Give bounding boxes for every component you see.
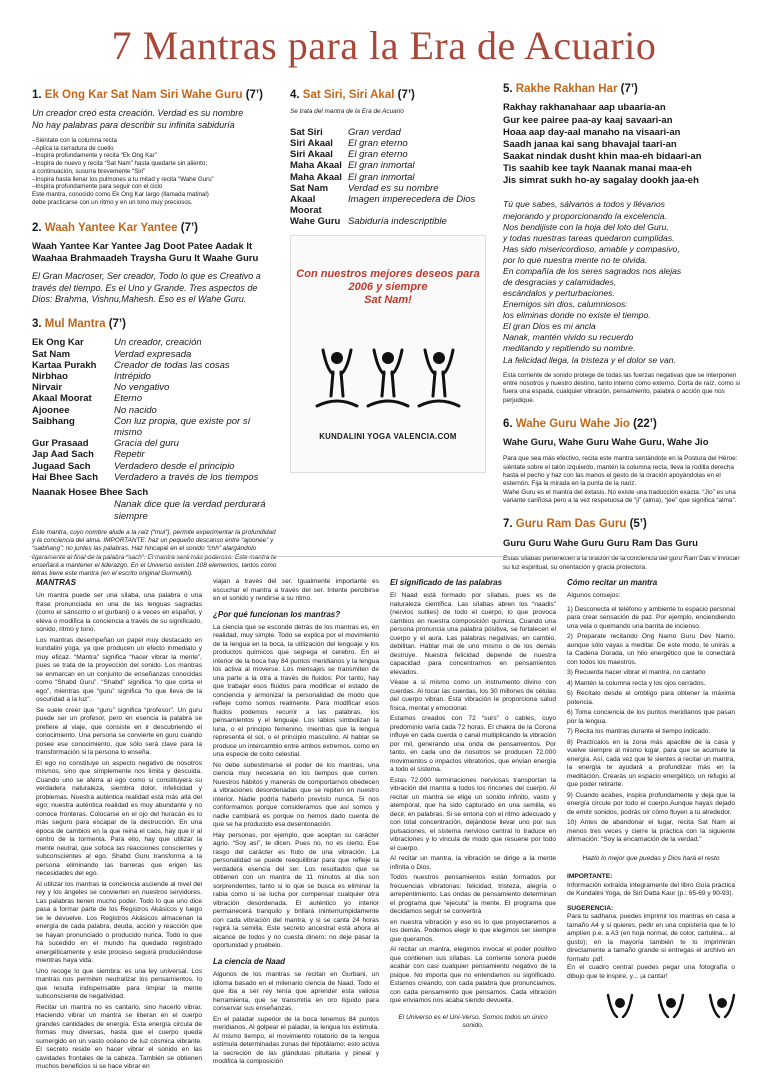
mantra-word: Akaal Moorat — [290, 193, 322, 217]
section-heading-how: Cómo recitar un mantra — [567, 578, 658, 587]
mantra-line: Saakat nindak dusht khin maa-eh bidaari-an — [503, 151, 702, 162]
mantra-meaning: Gracia del guru — [114, 438, 179, 450]
mantra-row — [290, 160, 475, 171]
meditating-figures-logo — [313, 344, 463, 424]
paragraph: La ciencia que se esconde detrás de los mantras es, en realidad, muy simple. Todo se explica por el movimiento de la lengua en la boca, la utilización del lenguaje y los productos químicos que segrega el cerebro. En el interior de la boca hay 84 puntos meridianos y la lengua los activa al moverse. Los mensajes se transmiten de una parte a la otra a través de fluidos: Por tanto, hay que trabajar esos fluidos para modificar el estado de conciencia y armonizar la personalidad de modo que refleje como somos realmente. Para modificar esos fluidos podemos recurrir a las palabras, los pensamientos y el lenguaje. Los labios simbolizan la luna, o el principio femenino, mientras que la lengua representa el sol, o el principio masculino. Al hablar se produce un intercambio entre ambos extremos, como en una especie de coito celestial. — [213, 623, 379, 759]
step-line: –Siéntate con la columna recta — [32, 136, 117, 144]
mantra-line: Hoaa aap day-aal manaho na visaari-an — [503, 126, 681, 138]
mantra-meaning: Verdadero desde el principio — [114, 460, 235, 472]
section-heading-why: ¿Por qué funcionan los mantras? — [213, 609, 341, 619]
mantra-meaning: Verdad es su nombre — [348, 182, 439, 194]
column-center — [290, 88, 486, 232]
mantra-line: Saadh janaa kai sang bhavajal taari-an — [503, 138, 677, 150]
greeting-text: Con nuestros mejores deseos para 2006 y siempre Sat Nam! — [296, 268, 480, 306]
paragraph: El ego no constituye un aspecto negativo de nosotros mismos, sino que simplemente nos limita y descuida. Cuando uno se aferra al ego como si constituyera su verdadera naturaleza, siembra dolor, infelicidad y problemas. Nuestra auténtica realidad está más allá del ego; nuestra auténtica realidad es muy abundante y no conoce fronteras. Colocarse en el ojo del huracán es lo más seguro para escapar de la destrucción. En una época de cambios en la que reina el caos, hay que ir al centro de la tormenta. Para ello, hay que utilizar la mente neutral, que sofoca las reacciones conscientes y subconscientes al ego. Shabd Guru transforma a la persona eliminando las barreras que erigen las necesidades del ego. — [36, 759, 202, 878]
paragraph: Estamos creados con 72 “surs” o cables, cuyo predominio varía cada 72 horas. El chakra de la Corona influye en cada cuerda o canal multiplicando la vibración por mil, generando una onda de pensamientos. Por tanto, en cada uno de nosotros se producen 72.000 movimientos o impactos vibratorios, que envían energía a todo el sistema. — [390, 715, 556, 774]
section-heading-mantras: MANTRAS — [36, 578, 76, 587]
mantra-3-last-word: Naanak Hosee Bhee Sach — [32, 487, 149, 499]
mantra-7-name: Guru Ram Das Guru — [515, 518, 627, 531]
mantra-6-note: Para que sea más efectivo, recita este mantra sentándote en la Postura del Héroe: siéntate sobre el talón izquierdo, mantén la columna recta, lleva la rodilla derecha hasta el pecho y haz con las manos el gesto de la oración apoyándolas en el esternón. Fija la mirada en la punta de la nariz. Wahe Guru es el mantra del éxtasis. No existe una traducción exacta. “Jio” es una variante cariñosa pero a la vez respetuosa de “ji” (alma), “jee” que significa “alma”. — [503, 455, 738, 504]
universe-quote: El Universo es el Uni-Verso. Somos todos un único sonido. — [398, 1013, 548, 1030]
mantra-row — [32, 449, 278, 460]
mantra-1-steps — [32, 137, 278, 207]
paragraph: Se suele creer que “guru” significa “profesor”. Un guru puede ser un profesor, pero en esencia la palabra se prefiere al viaje, que consiste en ir descubriendo el conocimiento. Una persona se convierte en guru cuando posee ese conocimiento, que sólo será clave para la transformación si la persona lo enseña. — [36, 706, 202, 757]
mantra-word: Ajoonee — [32, 404, 70, 416]
mantra-6-heading: 6. Wahe Guru Wahe Jio (22’) — [503, 417, 657, 430]
mantra-4-heading: 4. Sat Siri, Siri Akal (7’) — [290, 89, 415, 101]
paragraph: Recitar un mantra no es cantarlo, sino hacerlo vibrar. Haciendo vibrar un mantra se liberan en el cuerpo grandes cantidades de energía. Esta energía circula de formas muy diversas, hasta que el cuerpo queda sumergido en un vasto océano de luz cósmica vibrante. El secreto reside en hacer vibrar el sonido en las cavidades frontales de la cabeza. También se obtienen muchos beneficios si se hace vibrar en — [36, 1003, 202, 1071]
paragraph: Al recitar un mantra, la vibración se dirige a la mente infinita o Dios. — [390, 855, 556, 871]
mantra-meaning: Imagen imperecedera de Dios — [348, 193, 476, 205]
mantra-row — [32, 461, 278, 472]
mantra-row — [32, 371, 278, 382]
mantra-2-lines: Waah Yantee Kar Yantee Jag Doot Patee Aadak It Waahaa Brahmaadeh Traysha Guru It Waahe Guru — [32, 241, 259, 265]
paragraph: El Naad está formado por sílabas, pues es de naturaleza científica. Las sílabas abren los “naadis” (nervios sutiles) de todo el cuerpo, lo que provoca cambios en nuestra composición química. Cuando una persona pronuncia una palabra positiva, se fortalecen el cuerpo y el aura. Las palabras negativas, en cambio, debilitan. Hablar mal de uno mismo o de los demás destruye. Nuestra felicidad depende de nuestra capacidad para concentrarnos en pensamientos elevados. — [390, 592, 556, 676]
mantra-row — [290, 183, 475, 194]
step-line: –Aplica la cerradura de cuello — [32, 144, 114, 152]
brand-name: KUNDALINI YOGA VALENCIA.COM — [319, 432, 457, 441]
mantra-row — [32, 416, 278, 438]
mantra-row — [290, 138, 475, 149]
section-heading-meaning: El significado de las palabras — [390, 578, 503, 587]
mantra-3-table — [32, 337, 278, 483]
mantra-1-intro: Un creador creó esta creación. Verdad es su nombre No hay palabras para describir su infinita sabiduría — [32, 108, 244, 130]
paragraph: Todos nuestros pensamientos están formados por frecuencias vibratorias: felicidad, tristeza, alegría o arrepentimiento. Las ondas de pensamiento determinan el programa que “ejecuta” la mente. El programa que decidamos seguir se convertirá — [390, 874, 556, 916]
mantra-7-line: Guru Guru Wahe Guru Guru Ram Das Guru — [503, 537, 698, 549]
bottom-col-3 — [390, 578, 556, 1031]
mantra-row — [32, 438, 278, 449]
meditating-figures-footer-logo — [596, 990, 746, 1024]
mantra-meaning: Creador de todas las cosas — [114, 359, 230, 371]
mantra-meaning: Con luz propia, que existe por sí mismo — [114, 415, 251, 439]
mantra-row — [32, 405, 278, 416]
paragraph: 1) Desconecta el teléfono y ambiente tu espacio personal para crear sensación de paz. Por ejemplo, enciendiendo una vela o quemando una barrita de incienso. — [567, 605, 735, 630]
mantra-line: Jis simrat sukh ho-ay sagalay dookh jaa-eh — [503, 175, 699, 187]
mantra-word: Sat Nam — [32, 348, 71, 360]
paragraph: 10) Antes de abandonar el lugar, recita Sat Nam al menos tres veces y cierre la práctica con la siguiente afirmación: “Soy la encarnación de la verdad.” — [567, 819, 735, 844]
paragraph: Un mantra puede ser una sílaba, una palabra o una frase pronunciada en una de las lenguas sagradas (como el sánscrito o el gurbani) o a veces en español, y eleva o modifica la conciencia a través de su significado, sonido, ritmo y tono. — [36, 592, 202, 634]
bottom-col-2 — [213, 578, 379, 1069]
mantra-1-heading: 1. Ek Ong Kar Sat Nam Siri Wahe Guru (7’) — [32, 89, 263, 101]
mantra-line: Tis saahib kee tayk Naanak manai maa-eh — [503, 163, 692, 175]
mantra-line: Rakhay rakhanahaar aap ubaaria-an — [503, 102, 666, 114]
mantra-word: Hai Bhee Sach — [32, 471, 98, 483]
column-right — [503, 82, 743, 572]
mantra-meaning: Verdadero a través de los tiempos — [114, 471, 259, 483]
paragraph: 4) Mantén la columna recta y los ojos cerrados. — [567, 679, 706, 687]
mantra-row — [290, 172, 475, 183]
mantra-row — [32, 349, 278, 360]
paragraph: Algunos de los mantras se recitan en Gurbani, un idioma basado en el milenario ciencia de Naad. Todo el que iba a ser rey tenía que aprender esta valiosa herramienta, que se transmitía en oro líquido para conservar sus enseñanzas. — [213, 971, 379, 1013]
mantra-row — [290, 149, 475, 160]
paragraph: 3) Recuerda hacer vibrar el mantra, no cantarlo — [567, 669, 706, 677]
mantra-meaning: No vengativo — [114, 382, 170, 394]
page-title: 7 Mantras para la Era de Acuario — [111, 23, 657, 68]
paragraph: 6) Toma conciencia de los puntos meridianos que pasan por la lengua. — [567, 709, 735, 725]
mantra-meaning: Eterno — [114, 393, 142, 405]
mantra-4-subtitle: Se trata del mantra de la Era de Acuario — [290, 108, 404, 116]
paragraph: 5) Recítalo desde el ombligo para obtener la máxima potencia. — [567, 690, 735, 706]
suggestion-label: SUGERENCIA: — [567, 904, 614, 912]
step-line: debe practicarse con un ritmo y en un tono muy preciosos. — [32, 198, 193, 206]
mantra-row — [290, 216, 475, 227]
mantra-5-translation: Tú que sabes, sálvanos a todos y llévanos mejorando y proporcionando la excelencia. Nos bendijiste con la hoja del loto del Guru, y todas nuestras tareas quedaron cumplidas. Has sido misericordioso, amable y compasivo, por lo que nuestra mente no te olvida. En compañía de los seres sagrados nos alejas de desgracias y calamidades, escándalos y perturbaciones. Enemigos sin dios, calumniosos: los eliminas donde no existe el tiempo. El gran Dios es mi ancla Nanak, mantén vivido su recuerdo meditando y repitiendo su nombre. La felicidad llega, la tristeza y el dolor se van. — [503, 199, 682, 365]
mantra-2-name: Waah Yantee Kar Yantee — [44, 221, 178, 234]
mantra-meaning: El gran inmortal — [348, 171, 415, 183]
paragraph: 8) Practícalos en la zona más apacible de la casa y vuelve siempre al mismo lugar, para que se acumule la energía. Así, cada vez que te sientes a recitar un mantra, la energía te ayudará a profundizar más en la meditación. Crearás un espacio energético, un refugio al que poder retirarte. — [567, 738, 735, 789]
mantra-5-note: Esta corriente de sonido protege de todas las fuerzas negativas que se interponen entre nosotros y nuestro destino, tanto interno como externo. Corta de raíz, como si fuera una espada, cualquier vibración, pensamiento, palabra o acción que nos perjudique. — [503, 371, 740, 404]
mantra-meaning: Repetir — [114, 449, 145, 461]
mantra-meaning: El gran eterno — [348, 149, 408, 161]
greeting-box — [290, 235, 486, 473]
mantra-2-description: El Gran Macroser, Ser creador, Todo lo que es Creativo a través del tiempo. Es el Uno y Grande. Tres aspectos de Dios: Brahma, Vishnu,Mahesh. Eso es el Wahe Guru. — [32, 271, 261, 304]
mantra-5-heading: 5. Rakhe Rakhan Har (7’) — [503, 83, 638, 95]
mantra-word: Maha Akaal — [290, 160, 342, 172]
mantra-6-name: Wahe Guru Wahe Jio — [515, 417, 630, 430]
paragraph: en nuestra vibración y eso es lo que proyectaremos a los demás. Podemos elegir lo que elegimos ser siempre que queramos. — [390, 918, 556, 943]
step-line: a continuación, susurra brevemente “Siri” — [32, 167, 146, 175]
paragraph: 2) Preparate recitando Ong Namo Guru Dev Namo, aunque sólo vayas a meditar. De este modo, te unirás a la Cadena Dorada, un hilo energético que te conectará con todos los maestros. — [567, 633, 735, 666]
mantra-meaning: El gran inmortal — [348, 160, 415, 172]
suggestion-text: Para tu sadhana, puedes imprimir los mantras en casa a tamaño A4 y si quieres, pedir en una copistería que te lo amplíen p.e. a A3 (en hoja normal, de color, cartulina... al gusto); en la mayoría también te lo imprimirán directamente a tamaño grande si entregas el archivo en formato .pdf. En el cuadro central puedes pegar una fotografía o dibujo que te inspire, y... ¡a cantar! — [567, 913, 735, 980]
mantra-meaning: El gran eterno — [348, 137, 408, 149]
paragraph: En el paladar superior de la boca tenemos 84 puntos meridianos. Al golpear el paladar, la lengua los estimula. Al mismo tiempo, el movimiento rotatorio de la lengua estimula determinadas zonas del hipotálamo; esto activa la secreción de las glándulas pituitaria y pineal y modifica la composición — [213, 1015, 379, 1066]
mantra-line: Gur kee pairee paa-ay kaaj savaari-an — [503, 114, 673, 126]
mantra-word: Jugaad Sach — [32, 460, 91, 472]
step-line: –Inspira profundamente para seguir con el ciclo — [32, 183, 163, 191]
important-text: Información extraída íntegramente del libro Guía práctica de Kundalini Yoga, de Siri Datta Kaur (p.: 65-69 y 90-93). — [567, 881, 735, 898]
mantra-3-last-meaning: Nanak dice que la verdad perdurará siempre — [114, 498, 266, 522]
mantra-2-heading: 2. Waah Yantee Kar Yantee (7’) — [32, 221, 198, 234]
mantra-word: Siri Akaal — [290, 137, 333, 149]
mantra-word: Nirvair — [32, 382, 63, 394]
mantra-meaning: Verdad expresada — [114, 348, 192, 360]
mantra-3-heading: 3. Mul Mantra (7’) — [32, 318, 126, 331]
tips-intro: Algunos consejos: — [567, 592, 621, 600]
mantra-7-note: Estas sílabas pertenecen a la oración de la conciencia del guru Ram Das e invocan su luz espiritual, su orientación y gracia protectora. — [503, 555, 740, 571]
step-line: –Inspira profundamente y recita “Ek Ong Kar” — [32, 152, 157, 160]
section-divider — [30, 556, 740, 557]
paragraph: Los mantras desempeñan un papel muy destacado en kundalini yoga, ya que producen un efecto inmediato y muy eficaz. “Mantra” significa “hacer vibrar la mente”, pues se trata de la proyección del sonido. Los mantras se enmarcan en un conjunto de enseñanzas conocidas como “Shabd Guru”. “Shabd” significa “lo que corta el ego”, mientras que “guru” significa “lo que lleva de la oscuridad a la luz”. — [36, 636, 202, 704]
motto: Hazlo lo mejor que puedas y Dios hará el resto — [582, 854, 720, 862]
mantra-word: Jap Aad Sach — [32, 449, 94, 461]
paragraph: 7) Recita los mantras durante el tiempo indicado. — [567, 728, 711, 736]
mantra-meaning: Intrépido — [114, 371, 151, 383]
bottom-col-1 — [36, 578, 202, 1074]
mantra-4-name: Sat Siri, Siri Akal — [302, 89, 395, 101]
mantra-word: Maha Akaal — [290, 171, 342, 183]
mantra-6-line: Wahe Guru, Wahe Guru Wahe Guru, Wahe Jio — [503, 437, 709, 449]
paragraph: Al recitar un mantra, elegimos invocar el poder positivo que contienen sus sílabas. La corriente sonora puede acabar con casi cualquier pensamiento negativo de la psique. No importa que no entendamos su significado. Estamos creando, con cada palabra que pronunciamos, con cada pensamiento que pensamos. Cada vibración que enviamos nos acaba siendo devuelta. — [390, 946, 556, 1005]
mantra-row — [290, 127, 475, 138]
step-line: Este mantra, conocido como Ek Ong Kar largo (llamada matinal) — [32, 191, 209, 199]
paragraph: Estas 72.000 terminaciones nerviosas transportan la vibración del mantra a todos los rincones del cuerpo. Al recitar un mantra se elige un sonido infinito, vasto y atemporal, que ha sido capturado en una semilla, es decir, en palabras. Si se entona con el ritmo adecuado y con total concentración, dejándose llevar uno por sus pulsaciones, el sistema nervioso central lo traduce en vibraciones y lo vincula de modo que resuene por todo el cuerpo. — [390, 776, 556, 852]
paragraph: Al utilizar los mantras la conciencia asciende al nivel del rey y los ángeles se convierten en nuestros servidores. Las palabras tienen mucho poder. Todo lo que uno dice pasa a formar parte de los Registros Akásicos y luego se le devuelve. Los Registros Akásicos almacenan la energía de cada palabra, deuda, acción y reacción que se hayan pronunciado o producido nunca. Todo lo que ha sucedido en el mundo ha quedado registrado energéticamente y este proceso seguirá produciéndose mientras haya vida. — [36, 880, 202, 965]
mantra-row — [32, 382, 278, 393]
step-line: –Inspira hasta llenar los pulmones a tu mitad y recita “Wahe Guru” — [32, 175, 214, 183]
mantra-row — [32, 337, 278, 348]
section-heading-naad: La ciencia de Naad — [213, 956, 286, 966]
mantra-row — [32, 472, 278, 483]
step-line: –Inspira de nuevo y recita “Sat Nam” hasta quedarte sin aliento; — [32, 160, 208, 168]
mantra-row — [290, 194, 475, 216]
paragraph: 9) Cuando acabes, inspira profundamente y deja que la energía circule por todo el cuerpo.Aunque hayas dejado de emitir sonidos, podrás oír cómo fluyen a tu alrededor. — [567, 791, 735, 816]
mantra-row — [32, 393, 278, 404]
paragraph: No debe subestimarse el poder de los mantras, una ciencia muy necesaria en los tiempos que corren. Nuestros hábitos y maneras de comportarnos obedecen a vibraciones desordenadas que se repiten en nuestro interior. Nadie podría haberlo previsto nunca. Si nos conformamos porque consideramos que así somos y nadie cambiará es porque no hemos dado cuenta de que se ha producido esa desentonación. — [213, 761, 379, 829]
mantra-7-heading: 7. Guru Ram Das Guru (5’) — [503, 518, 647, 531]
mantra-word: Saibhang — [32, 415, 75, 427]
paragraph: viajan a través del ser. Igualmente importante es escuchar el mantra a través del ser. Intente percibirse en el sonido y rendirse a su ritmo. — [213, 578, 379, 602]
mantra-word: Gur Prasaad — [32, 438, 89, 450]
mantra-3-name: Mul Mantra — [44, 318, 106, 331]
mantra-meaning: Gran verdad — [348, 126, 401, 138]
mantra-4-table — [290, 127, 475, 228]
mantra-meaning: Un creador, creación — [114, 337, 202, 349]
mantra-meaning: No nacido — [114, 404, 157, 416]
mantra-3-note: Este mantra, cuyo nombre alude a la raíz (“mul”), permite experimentar la profundidad y la conciencia del alma. IMPORTANTE: haz un pequeño descanso entre “ajoonee” y “saibhang”; no juntes las palabras. Haz hincapié en el sonido “chh” alargándolo ligeramente al final de la palabra “sach”. El mantra será más poderoso. Este mantra te enseñará a mantener el liderazgo. En el Universo existen 108 elementos, tantos como letras tiene este mantra (en el escrito original Gurmukhi). — [32, 528, 277, 578]
mantra-word: Akaal Moorat — [32, 393, 92, 405]
column-left — [32, 88, 278, 579]
paragraph: Uno recoge lo que siembra: es una ley universal. Los mantras nos permiten neutralizar los pensamientos, lo que resulta indispensable para limpiar la mente subconsciente de negatividad. — [36, 967, 202, 1001]
mantra-meaning: Sabiduría indescriptible — [348, 216, 447, 228]
mantra-word: Sat Siri — [290, 126, 323, 138]
important-label: IMPORTANTE: — [567, 873, 613, 881]
mantra-word: Wahe Guru — [290, 216, 341, 228]
mantra-5-lines — [503, 102, 743, 187]
mantra-word: Sat Nam — [290, 182, 329, 194]
bottom-col-4 — [567, 578, 735, 983]
mantra-5-name: Rakhe Rakhan Har — [515, 83, 618, 95]
mantra-1-name: Ek Ong Kar Sat Nam Siri Wahe Guru — [44, 89, 243, 101]
mantra-word: Kartaa Purakh — [32, 359, 97, 371]
paragraph: Hay personas, por ejemplo, que aceptan su carácter agrio. “Soy así”, te dicen. Pues no, no es cierto. Ese rasgo del carácter es fruto de una vibración. La personalidad se puede reequilibrar para que refleje la verdadera esencia del ser. Los resultados que se obtienen con un mantra de 11 minutos al día son sorprendentes, tanto si lo que se busca es eliminar la rabia como si se lucha por compensar cualquier otra vibración desordenada. El auténtico yo interior permanecerá tranquilo y brillará ininterrumpidamente con cada vibración del mantra, y si se canta 24 horas regirá la semilla. Este secreto ancestral está ahora al alcance de todos y no cuesta dinero: no deje pasar la oportunidad y pruébelo. — [213, 831, 379, 950]
mantra-word: Nirbhao — [32, 371, 68, 383]
paragraph: Véase a sí mismo como un instrumento divino con cuerdas. Al tocar las cuerdas, los 30 millones de células del cuerpo vibran. Esta vibración le proporciona salud física, mental y emocional. — [390, 679, 556, 712]
mantra-word: Siri Akaal — [290, 149, 333, 161]
mantra-row — [32, 360, 278, 371]
mantra-word: Ek Ong Kar — [32, 337, 84, 349]
